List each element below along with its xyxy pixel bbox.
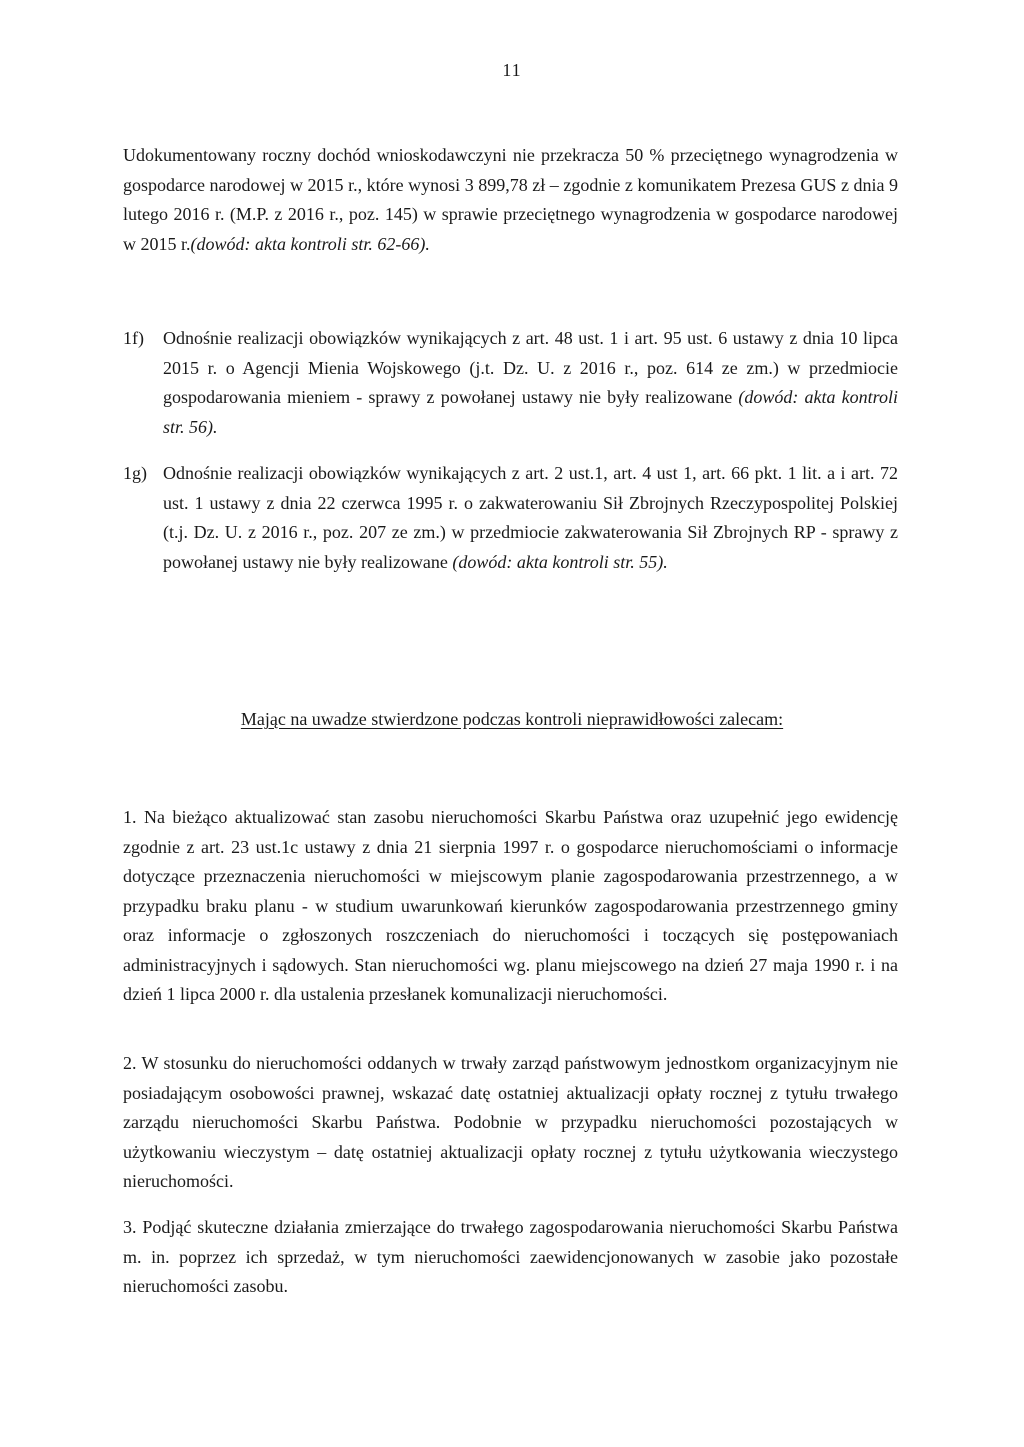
evidence-reference: (dowód: akta kontroli str. 62-66).	[190, 233, 430, 254]
page-number: 11	[502, 60, 522, 80]
recommendations-heading: Mając na uwadze stwierdzone podczas kontroli nieprawidłowości zalecam:	[240, 709, 784, 729]
recommendation-2: 2. W stosunku do nieruchomości oddanych w trwały zarząd państwowym jednostkom organizacyjnym nie posiadającym osobowości prawnej, wskazać datę ostatniej aktualizacji opłaty rocznej z tytułu trwałego zarządu nieruchomości Skarbu Państwa. Podobnie w przypadku nieruchomości pozostających w użytkowaniu wieczystym – datę ostatniej aktualizacji opłaty rocznej z tytułu użytkowania wieczystego nieruchomości.	[123, 1053, 898, 1191]
item-1f-text: Odnośnie realizacji obowiązków wynikających z art. 48 ust. 1 i art. 95 ust. 6 ustawy z dnia 10 lipca 2015 r. o Agencji Mienia Wojskowego (j.t. Dz. U. z 2016 r., poz. 614 ze zm.) w przedmiocie gospodarowania mieniem - sprawy z powołanej ustawy nie były realizowane	[163, 328, 898, 407]
item-1g	[163, 459, 898, 577]
item-1f-label: 1f)	[123, 328, 144, 348]
item-1g-label: 1g)	[123, 463, 147, 483]
recommendation-1: 1. Na bieżąco aktualizować stan zasobu nieruchomości Skarbu Państwa oraz uzupełnić jego ewidencję zgodnie z art. 23 ust.1c ustawy z dnia 21 sierpnia 1997 r. o gospodarce nieruchomościami o informacje dotyczące przeznaczenia nieruchomości w miejscowym planie zagospodarowania przestrzennego, a w przypadku braku planu - w studium uwarunkowań kierunków zagospodarowania przestrzennego gminy oraz informacje o zgłoszonych roszczeniach do nieruchomości i toczących się postępowaniach administracyjnych i sądowych. Stan nieruchomości wg. planu miejscowego na dzień 27 maja 1990 r. i na dzień 1 lipca 2000 r. dla ustalenia przesłanek komunalizacji nieruchomości.	[123, 807, 898, 1004]
item-1g-text: Odnośnie realizacji obowiązków wynikających z art. 2 ust.1, art. 4 ust 1, art. 66 pkt. 1 lit. a i art. 72 ust. 1 ustawy z dnia 22 czerwca 1995 r. o zakwaterowaniu Sił Zbrojnych Rzeczypospolitej Polskiej (t.j. Dz. U. z 2016 r., poz. 207 ze zm.) w przedmiocie zakwaterowania Sił Zbrojnych RP - sprawy z powołanej ustawy nie były realizowane	[163, 463, 898, 572]
evidence-reference: (dowód: akta kontroli str. 56).	[163, 387, 898, 437]
paragraph-income-text: Udokumentowany roczny dochód wnioskodawczyni nie przekracza 50 % przeciętnego wynagrodzenia w gospodarce narodowej w 2015 r., które wynosi 3 899,78 zł – zgodnie z komunikatem Prezesa GUS z dnia 9 lutego 2016 r. (M.P. z 2016 r., poz. 145) w sprawie przeciętnego wynagrodzenia w gospodarce narodowej w 2015 r.	[123, 145, 898, 254]
item-1f	[163, 324, 898, 442]
paragraph-income	[123, 141, 898, 259]
evidence-reference: (dowód: akta kontroli str. 55).	[452, 551, 668, 572]
recommendation-3: 3. Podjąć skuteczne działania zmierzające do trwałego zagospodarowania nieruchomości Skarbu Państwa m. in. poprzez ich sprzedaż, w tym nieruchomości zaewidencjonowanych w zasobie jako pozostałe nieruchomości zasobu.	[123, 1217, 898, 1296]
